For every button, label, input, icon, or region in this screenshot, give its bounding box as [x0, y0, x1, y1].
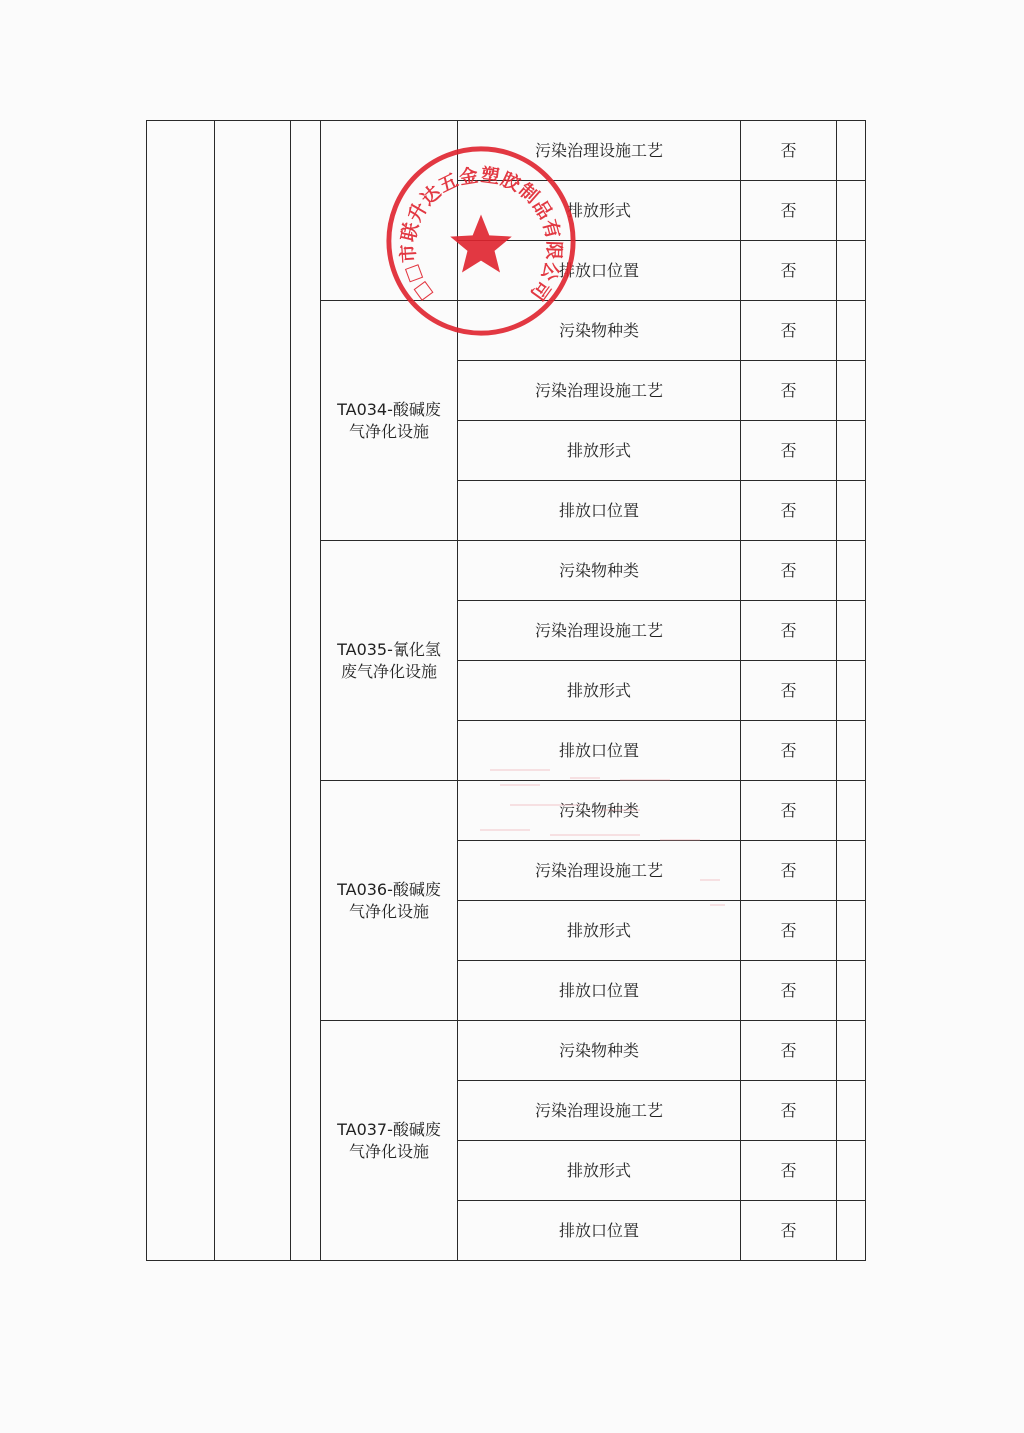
pollution-facility-table: [146, 120, 866, 1261]
remark-cell: [837, 1201, 866, 1261]
remark-cell: [837, 601, 866, 661]
inspection-item-cell: 污染物种类: [458, 1021, 741, 1081]
change-flag-cell: 否: [741, 241, 837, 301]
remark-cell: [837, 961, 866, 1021]
remark-cell: [837, 121, 866, 181]
inspection-item-cell: 污染治理设施工艺: [458, 121, 741, 181]
change-flag-cell: 否: [741, 361, 837, 421]
change-flag-cell: 否: [741, 1081, 837, 1141]
inspection-item-cell: 排放形式: [458, 901, 741, 961]
blank-col-2: [215, 121, 291, 1261]
change-flag-cell: 否: [741, 121, 837, 181]
facility-name-cell: [321, 121, 458, 301]
inspection-item-cell: 排放形式: [458, 421, 741, 481]
remark-cell: [837, 241, 866, 301]
change-flag-cell: 否: [741, 961, 837, 1021]
remark-cell: [837, 781, 866, 841]
change-flag-cell: 否: [741, 601, 837, 661]
inspection-item-cell: 排放形式: [458, 181, 741, 241]
remark-cell: [837, 901, 866, 961]
facility-name-cell: TA036-酸碱废气净化设施: [321, 781, 458, 1021]
change-flag-cell: 否: [741, 1141, 837, 1201]
remark-cell: [837, 661, 866, 721]
facility-name-cell: TA034-酸碱废气净化设施: [321, 301, 458, 541]
inspection-item-cell: 污染治理设施工艺: [458, 601, 741, 661]
remark-cell: [837, 481, 866, 541]
remark-cell: [837, 1141, 866, 1201]
remark-cell: [837, 721, 866, 781]
blank-col-1: [147, 121, 215, 1261]
remark-cell: [837, 301, 866, 361]
remark-cell: [837, 1081, 866, 1141]
remark-cell: [837, 1021, 866, 1081]
change-flag-cell: 否: [741, 481, 837, 541]
change-flag-cell: 否: [741, 301, 837, 361]
change-flag-cell: 否: [741, 841, 837, 901]
inspection-item-cell: 污染物种类: [458, 301, 741, 361]
remark-cell: [837, 181, 866, 241]
change-flag-cell: 否: [741, 781, 837, 841]
change-flag-cell: 否: [741, 661, 837, 721]
remark-cell: [837, 841, 866, 901]
inspection-item-cell: 污染物种类: [458, 781, 741, 841]
inspection-item-cell: 污染治理设施工艺: [458, 361, 741, 421]
inspection-item-cell: 排放口位置: [458, 241, 741, 301]
change-flag-cell: 否: [741, 421, 837, 481]
change-flag-cell: 否: [741, 901, 837, 961]
inspection-item-cell: 排放口位置: [458, 481, 741, 541]
inspection-item-cell: 排放口位置: [458, 961, 741, 1021]
inspection-item-cell: 排放口位置: [458, 721, 741, 781]
table-row: [147, 121, 866, 181]
svg-text:□□市联升达五金塑胶制品有限公司: □□市联升达五金塑胶制品有限公司: [397, 165, 564, 305]
change-flag-cell: 否: [741, 541, 837, 601]
facility-name-cell: TA035-氰化氢废气净化设施: [321, 541, 458, 781]
remark-cell: [837, 361, 866, 421]
remark-cell: [837, 541, 866, 601]
change-flag-cell: 否: [741, 721, 837, 781]
remark-cell: [837, 421, 866, 481]
table-body: [147, 121, 866, 1261]
inspection-item-cell: 排放口位置: [458, 1201, 741, 1261]
change-flag-cell: 否: [741, 1201, 837, 1261]
inspection-item-cell: 污染治理设施工艺: [458, 1081, 741, 1141]
change-flag-cell: 否: [741, 1021, 837, 1081]
blank-col-3: [291, 121, 321, 1261]
inspection-item-cell: 排放形式: [458, 1141, 741, 1201]
inspection-item-cell: 排放形式: [458, 661, 741, 721]
inspection-item-cell: 污染治理设施工艺: [458, 841, 741, 901]
change-flag-cell: 否: [741, 181, 837, 241]
inspection-item-cell: 污染物种类: [458, 541, 741, 601]
facility-name-cell: TA037-酸碱废气净化设施: [321, 1021, 458, 1261]
